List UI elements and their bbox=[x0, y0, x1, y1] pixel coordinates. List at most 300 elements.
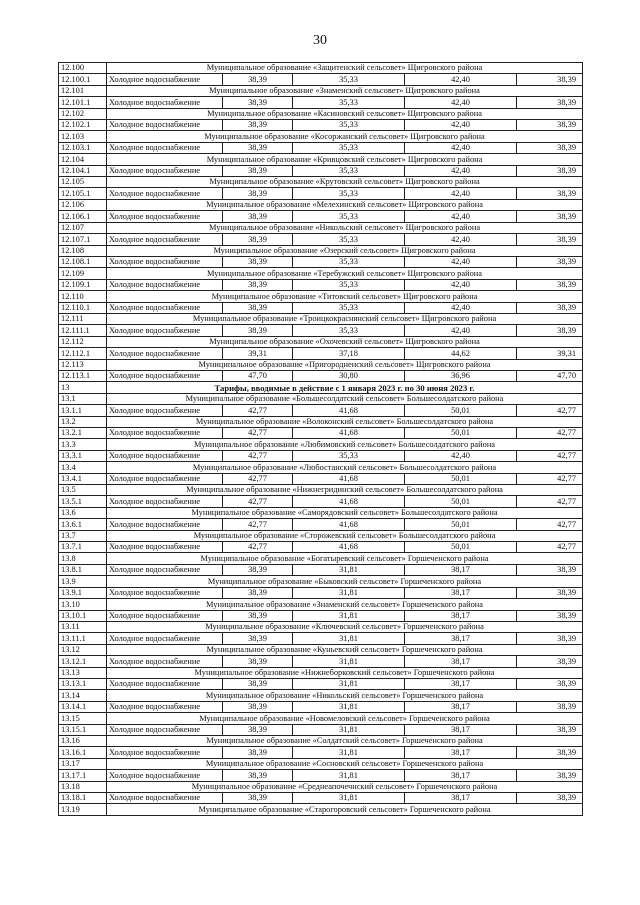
tariff-value-4: 38,39 bbox=[517, 770, 583, 781]
tariff-value-4: 38,39 bbox=[517, 701, 583, 712]
tariff-value-4: 38,39 bbox=[517, 256, 583, 267]
tariff-value-1: 42,77 bbox=[223, 450, 293, 461]
tariff-value-1: 38,39 bbox=[223, 256, 293, 267]
municipality-row bbox=[59, 758, 583, 769]
tariff-value-3: 44,62 bbox=[405, 348, 517, 359]
tariff-value-3: 42,40 bbox=[405, 74, 517, 85]
service-name: Холодное водоснабжение bbox=[107, 74, 223, 85]
tariff-row bbox=[59, 473, 583, 484]
row-code: 12.102.1 bbox=[59, 120, 107, 131]
row-code: 12.112 bbox=[59, 336, 107, 347]
municipality-row bbox=[59, 313, 583, 324]
municipality-row bbox=[59, 85, 583, 96]
municipality-title: Муниципальное образование «Кривцовский сельсовет» Щигровского района bbox=[107, 154, 583, 165]
municipality-title: Муниципальное образование «Солдатский сельсовет» Горшеченского района bbox=[107, 735, 583, 746]
row-code: 13.2.1 bbox=[59, 428, 107, 439]
tariff-value-2: 41,68 bbox=[293, 428, 405, 439]
municipality-title: Муниципальное образование «Никольский сельсовет» Щигровского района bbox=[107, 222, 583, 233]
tariff-value-4: 38,39 bbox=[517, 74, 583, 85]
municipality-row bbox=[59, 781, 583, 792]
row-code: 13.9.1 bbox=[59, 587, 107, 598]
tariff-row bbox=[59, 678, 583, 689]
tariff-value-4: 47,70 bbox=[517, 370, 583, 381]
tariff-value-4: 38,39 bbox=[517, 564, 583, 575]
municipality-row bbox=[59, 690, 583, 701]
tariff-value-2: 31,81 bbox=[293, 793, 405, 804]
service-name: Холодное водоснабжение bbox=[107, 450, 223, 461]
service-name: Холодное водоснабжение bbox=[107, 678, 223, 689]
tariff-value-2: 41,68 bbox=[293, 519, 405, 530]
tariff-value-1: 47,70 bbox=[223, 370, 293, 381]
tariff-value-1: 38,39 bbox=[223, 211, 293, 222]
tariff-row bbox=[59, 633, 583, 644]
tariff-value-1: 38,39 bbox=[223, 120, 293, 131]
tariff-row bbox=[59, 325, 583, 336]
municipality-title: Муниципальное образование «Куньевский сельсовет» Горшеченского района bbox=[107, 644, 583, 655]
municipality-row bbox=[59, 644, 583, 655]
row-code: 13.5 bbox=[59, 485, 107, 496]
tariff-row bbox=[59, 211, 583, 222]
row-code: 12.109 bbox=[59, 268, 107, 279]
tariff-value-2: 35,33 bbox=[293, 120, 405, 131]
service-name: Холодное водоснабжение bbox=[107, 142, 223, 153]
municipality-row bbox=[59, 667, 583, 678]
row-code: 13.6 bbox=[59, 507, 107, 518]
row-code: 13.15.1 bbox=[59, 724, 107, 735]
tariff-value-4: 38,39 bbox=[517, 234, 583, 245]
tariff-row bbox=[59, 724, 583, 735]
tariff-row bbox=[59, 370, 583, 381]
row-code: 13.14.1 bbox=[59, 701, 107, 712]
row-code: 13.4 bbox=[59, 462, 107, 473]
tariff-value-4: 38,39 bbox=[517, 325, 583, 336]
tariff-value-2: 31,81 bbox=[293, 724, 405, 735]
row-code: 12.100.1 bbox=[59, 74, 107, 85]
tariff-value-1: 38,39 bbox=[223, 724, 293, 735]
tariff-value-4: 38,39 bbox=[517, 747, 583, 758]
tariff-row bbox=[59, 302, 583, 313]
row-code: 13.11.1 bbox=[59, 633, 107, 644]
section-title: Тарифы, вводимые в действие с 1 января 2023 г. по 30 июня 2023 г. bbox=[107, 382, 583, 393]
municipality-row bbox=[59, 804, 583, 815]
tariff-value-3: 38,17 bbox=[405, 770, 517, 781]
municipality-title: Муниципальное образование «Знаменский сельсовет» Горшеченского района bbox=[107, 599, 583, 610]
municipality-row bbox=[59, 735, 583, 746]
tariff-value-4: 42,77 bbox=[517, 519, 583, 530]
service-name: Холодное водоснабжение bbox=[107, 120, 223, 131]
service-name: Холодное водоснабжение bbox=[107, 348, 223, 359]
row-code: 12.103.1 bbox=[59, 142, 107, 153]
row-code: 13.5.1 bbox=[59, 496, 107, 507]
service-name: Холодное водоснабжение bbox=[107, 428, 223, 439]
tariff-value-4: 38,39 bbox=[517, 678, 583, 689]
tariff-row bbox=[59, 142, 583, 153]
municipality-row bbox=[59, 621, 583, 632]
tariff-value-2: 35,33 bbox=[293, 279, 405, 290]
tariff-value-1: 38,39 bbox=[223, 325, 293, 336]
tariff-value-3: 42,40 bbox=[405, 325, 517, 336]
row-code: 12.105.1 bbox=[59, 188, 107, 199]
service-name: Холодное водоснабжение bbox=[107, 473, 223, 484]
municipality-title: Муниципальное образование «Охочевский сельсовет» Щигровского района bbox=[107, 336, 583, 347]
tariff-row bbox=[59, 793, 583, 804]
tariff-value-3: 42,40 bbox=[405, 256, 517, 267]
row-code: 12.101.1 bbox=[59, 97, 107, 108]
row-code: 12.108.1 bbox=[59, 256, 107, 267]
municipality-title: Муниципальное образование «Среднеапочечнский сельсовет» Горшеченского района bbox=[107, 781, 583, 792]
tariff-value-1: 38,39 bbox=[223, 610, 293, 621]
service-name: Холодное водоснабжение bbox=[107, 165, 223, 176]
section-header-row bbox=[59, 382, 583, 393]
row-code: 13.14 bbox=[59, 690, 107, 701]
tariff-value-3: 50,01 bbox=[405, 496, 517, 507]
row-code: 12.102 bbox=[59, 108, 107, 119]
row-code: 12.100 bbox=[59, 63, 107, 74]
tariff-value-1: 38,39 bbox=[223, 633, 293, 644]
tariff-row bbox=[59, 656, 583, 667]
municipality-title: Муниципальное образование «Саморядовский сельсовет» Большесолдатского района bbox=[107, 507, 583, 518]
row-code: 13.13.1 bbox=[59, 678, 107, 689]
service-name: Холодное водоснабжение bbox=[107, 279, 223, 290]
tariff-value-3: 38,17 bbox=[405, 724, 517, 735]
municipality-row bbox=[59, 553, 583, 564]
row-code: 12.106.1 bbox=[59, 211, 107, 222]
tariff-value-3: 42,40 bbox=[405, 142, 517, 153]
service-name: Холодное водоснабжение bbox=[107, 542, 223, 553]
municipality-row bbox=[59, 199, 583, 210]
tariff-value-3: 38,17 bbox=[405, 610, 517, 621]
service-name: Холодное водоснабжение bbox=[107, 770, 223, 781]
row-code: 13.10.1 bbox=[59, 610, 107, 621]
tariff-row bbox=[59, 188, 583, 199]
tariff-value-1: 38,39 bbox=[223, 770, 293, 781]
row-code: 12.110 bbox=[59, 291, 107, 302]
row-code: 13.17.1 bbox=[59, 770, 107, 781]
service-name: Холодное водоснабжение bbox=[107, 701, 223, 712]
tariff-value-1: 38,39 bbox=[223, 656, 293, 667]
service-name: Холодное водоснабжение bbox=[107, 587, 223, 598]
tariff-value-3: 36,96 bbox=[405, 370, 517, 381]
tariff-value-2: 30,80 bbox=[293, 370, 405, 381]
row-code: 12.111.1 bbox=[59, 325, 107, 336]
row-code: 12.104 bbox=[59, 154, 107, 165]
municipality-row bbox=[59, 530, 583, 541]
row-code: 12.107 bbox=[59, 222, 107, 233]
service-name: Холодное водоснабжение bbox=[107, 405, 223, 416]
tariff-value-3: 38,17 bbox=[405, 564, 517, 575]
tariff-value-2: 35,33 bbox=[293, 74, 405, 85]
tariff-value-3: 38,17 bbox=[405, 633, 517, 644]
service-name: Холодное водоснабжение bbox=[107, 610, 223, 621]
tariff-value-2: 37,18 bbox=[293, 348, 405, 359]
tariff-value-1: 42,77 bbox=[223, 519, 293, 530]
row-code: 13.3 bbox=[59, 439, 107, 450]
municipality-title: Муниципальное образование «Теребужский сельсовет» Щигровского района bbox=[107, 268, 583, 279]
tariff-value-2: 35,33 bbox=[293, 256, 405, 267]
tariff-value-2: 35,33 bbox=[293, 450, 405, 461]
tariff-value-4: 38,39 bbox=[517, 610, 583, 621]
tariff-value-3: 38,17 bbox=[405, 587, 517, 598]
tariff-value-3: 50,01 bbox=[405, 542, 517, 553]
municipality-title: Муниципальное образование «Нижнеборковский сельсовет» Горшеченского района bbox=[107, 667, 583, 678]
municipality-title: Муниципальное образование «Быковский сельсовет» Горшеченского района bbox=[107, 576, 583, 587]
municipality-title: Муниципальное образование «Ключевский сельсовет» Горшеченского района bbox=[107, 621, 583, 632]
tariff-value-2: 35,33 bbox=[293, 325, 405, 336]
tariff-value-1: 38,39 bbox=[223, 279, 293, 290]
tariff-value-2: 35,33 bbox=[293, 234, 405, 245]
row-code: 13.11 bbox=[59, 621, 107, 632]
tariff-value-2: 31,81 bbox=[293, 701, 405, 712]
tariff-value-2: 35,33 bbox=[293, 211, 405, 222]
tariff-value-4: 42,77 bbox=[517, 428, 583, 439]
service-name: Холодное водоснабжение bbox=[107, 188, 223, 199]
tariff-value-3: 42,40 bbox=[405, 234, 517, 245]
tariff-value-3: 38,17 bbox=[405, 701, 517, 712]
tariff-value-4: 42,77 bbox=[517, 473, 583, 484]
tariff-value-3: 38,17 bbox=[405, 656, 517, 667]
tariff-value-2: 31,81 bbox=[293, 678, 405, 689]
row-code: 13.7.1 bbox=[59, 542, 107, 553]
service-name: Холодное водоснабжение bbox=[107, 302, 223, 313]
tariff-value-4: 42,77 bbox=[517, 450, 583, 461]
municipality-row bbox=[59, 336, 583, 347]
tariff-value-1: 38,39 bbox=[223, 97, 293, 108]
row-code: 12.104.1 bbox=[59, 165, 107, 176]
row-code: 13.9 bbox=[59, 576, 107, 587]
tariff-row bbox=[59, 120, 583, 131]
tariff-row bbox=[59, 450, 583, 461]
tariff-row bbox=[59, 610, 583, 621]
tariff-value-4: 38,39 bbox=[517, 97, 583, 108]
row-code: 12.106 bbox=[59, 199, 107, 210]
municipality-title: Муниципальное образование «Озерский сельсовет» Щигровского района bbox=[107, 245, 583, 256]
tariff-value-1: 42,77 bbox=[223, 405, 293, 416]
row-code: 13.8 bbox=[59, 553, 107, 564]
tariff-value-1: 38,39 bbox=[223, 678, 293, 689]
tariff-value-2: 31,81 bbox=[293, 656, 405, 667]
tariff-value-2: 31,81 bbox=[293, 747, 405, 758]
tariff-value-3: 38,17 bbox=[405, 678, 517, 689]
row-code: 13.6.1 bbox=[59, 519, 107, 530]
service-name: Холодное водоснабжение bbox=[107, 793, 223, 804]
tariff-value-1: 42,77 bbox=[223, 542, 293, 553]
row-code: 12.101 bbox=[59, 85, 107, 96]
tariff-value-4: 38,39 bbox=[517, 587, 583, 598]
tariff-row bbox=[59, 234, 583, 245]
row-code: 13.8.1 bbox=[59, 564, 107, 575]
tariff-value-1: 38,39 bbox=[223, 564, 293, 575]
row-code: 13.15 bbox=[59, 713, 107, 724]
row-code: 12.108 bbox=[59, 245, 107, 256]
tariff-value-3: 42,40 bbox=[405, 211, 517, 222]
row-code: 13.3.1 bbox=[59, 450, 107, 461]
municipality-row bbox=[59, 154, 583, 165]
tariff-row bbox=[59, 279, 583, 290]
service-name: Холодное водоснабжение bbox=[107, 519, 223, 530]
service-name: Холодное водоснабжение bbox=[107, 496, 223, 507]
service-name: Холодное водоснабжение bbox=[107, 564, 223, 575]
municipality-title: Муниципальное образование «Сосновский сельсовет» Горшеченского района bbox=[107, 758, 583, 769]
tariff-value-2: 31,81 bbox=[293, 633, 405, 644]
municipality-row bbox=[59, 485, 583, 496]
tariff-value-1: 39,31 bbox=[223, 348, 293, 359]
municipality-row bbox=[59, 416, 583, 427]
tariff-row bbox=[59, 256, 583, 267]
tariff-value-2: 41,68 bbox=[293, 473, 405, 484]
tariff-value-4: 38,39 bbox=[517, 279, 583, 290]
tariff-row bbox=[59, 428, 583, 439]
row-code: 13.18.1 bbox=[59, 793, 107, 804]
service-name: Холодное водоснабжение bbox=[107, 97, 223, 108]
tariff-value-1: 38,39 bbox=[223, 74, 293, 85]
tariff-value-4: 38,39 bbox=[517, 656, 583, 667]
municipality-title: Муниципальное образование «Любимовский сельсовет» Большесолдатского района bbox=[107, 439, 583, 450]
tariff-value-2: 35,33 bbox=[293, 142, 405, 153]
tariff-value-1: 42,77 bbox=[223, 473, 293, 484]
tariff-row bbox=[59, 405, 583, 416]
page-number: 30 bbox=[313, 33, 327, 48]
tariff-row bbox=[59, 97, 583, 108]
row-code: 12.111 bbox=[59, 313, 107, 324]
tariff-value-4: 38,39 bbox=[517, 211, 583, 222]
row-code: 12.103 bbox=[59, 131, 107, 142]
tariff-value-4: 38,39 bbox=[517, 188, 583, 199]
tariff-value-1: 42,77 bbox=[223, 496, 293, 507]
row-code: 12.113 bbox=[59, 359, 107, 370]
municipality-title: Муниципальное образование «Знаменский сельсовет» Щигровского района bbox=[107, 85, 583, 96]
tariff-value-3: 50,01 bbox=[405, 405, 517, 416]
service-name: Холодное водоснабжение bbox=[107, 256, 223, 267]
municipality-title: Муниципальное образование «Богатыревский сельсовет» Горшеченского района bbox=[107, 553, 583, 564]
row-code: 13.2 bbox=[59, 416, 107, 427]
tariff-value-2: 31,81 bbox=[293, 587, 405, 598]
tariff-value-2: 35,33 bbox=[293, 302, 405, 313]
service-name: Холодное водоснабжение bbox=[107, 633, 223, 644]
tariff-value-3: 42,40 bbox=[405, 450, 517, 461]
municipality-title: Муниципальное образование «Волоконский сельсовет» Большесолдатского района bbox=[107, 416, 583, 427]
tariff-table bbox=[58, 62, 583, 816]
service-name: Холодное водоснабжение bbox=[107, 370, 223, 381]
municipality-title: Муниципальное образование «Крутовский сельсовет» Щигровского района bbox=[107, 177, 583, 188]
row-code: 13.7 bbox=[59, 530, 107, 541]
tariff-value-4: 38,39 bbox=[517, 793, 583, 804]
row-code: 12.113.1 bbox=[59, 370, 107, 381]
municipality-title: Муниципальное образование «Большесолдатский сельсовет» Большесолдатского района bbox=[107, 393, 583, 404]
row-code: 13.1.1 bbox=[59, 405, 107, 416]
service-name: Холодное водоснабжение bbox=[107, 656, 223, 667]
tariff-value-2: 35,33 bbox=[293, 97, 405, 108]
tariff-value-4: 38,39 bbox=[517, 142, 583, 153]
tariff-value-1: 38,39 bbox=[223, 234, 293, 245]
row-code: 13.12 bbox=[59, 644, 107, 655]
tariff-row bbox=[59, 519, 583, 530]
tariff-value-3: 42,40 bbox=[405, 97, 517, 108]
row-code: 13.12.1 bbox=[59, 656, 107, 667]
municipality-title: Муниципальное образование «Косоржанский сельсовет» Щигровского района bbox=[107, 131, 583, 142]
row-code: 13.19 bbox=[59, 804, 107, 815]
municipality-row bbox=[59, 359, 583, 370]
tariff-value-2: 41,68 bbox=[293, 405, 405, 416]
row-code: 13.17 bbox=[59, 758, 107, 769]
municipality-row bbox=[59, 507, 583, 518]
tariff-value-3: 42,40 bbox=[405, 188, 517, 199]
tariff-row bbox=[59, 747, 583, 758]
municipality-row bbox=[59, 131, 583, 142]
row-code: 13.4.1 bbox=[59, 473, 107, 484]
municipality-title: Муниципальное образование «Никольский сельсовет» Горшеченского района bbox=[107, 690, 583, 701]
municipality-title: Муниципальное образование «Касиновский сельсовет» Щигровского района bbox=[107, 108, 583, 119]
row-code: 12.112.1 bbox=[59, 348, 107, 359]
municipality-row bbox=[59, 63, 583, 74]
row-code: 12.107.1 bbox=[59, 234, 107, 245]
service-name: Холодное водоснабжение bbox=[107, 234, 223, 245]
tariff-row bbox=[59, 165, 583, 176]
tariff-value-1: 38,39 bbox=[223, 701, 293, 712]
row-code: 12.110.1 bbox=[59, 302, 107, 313]
tariff-row bbox=[59, 587, 583, 598]
tariff-value-3: 50,01 bbox=[405, 473, 517, 484]
service-name: Холодное водоснабжение bbox=[107, 747, 223, 758]
tariff-value-4: 38,39 bbox=[517, 120, 583, 131]
tariff-value-1: 38,39 bbox=[223, 188, 293, 199]
tariff-value-4: 42,77 bbox=[517, 405, 583, 416]
tariff-value-2: 41,68 bbox=[293, 496, 405, 507]
tariff-value-4: 38,39 bbox=[517, 165, 583, 176]
municipality-title: Муниципальное образование «Сторожевский сельсовет» Большесолдатского района bbox=[107, 530, 583, 541]
tariff-value-1: 38,39 bbox=[223, 165, 293, 176]
municipality-row bbox=[59, 245, 583, 256]
tariff-value-2: 35,33 bbox=[293, 165, 405, 176]
municipality-row bbox=[59, 439, 583, 450]
tariff-row bbox=[59, 701, 583, 712]
tariff-value-3: 50,01 bbox=[405, 428, 517, 439]
tariff-row bbox=[59, 496, 583, 507]
municipality-row bbox=[59, 222, 583, 233]
tariff-value-4: 38,39 bbox=[517, 633, 583, 644]
row-code: 13.13 bbox=[59, 667, 107, 678]
tariff-value-3: 42,40 bbox=[405, 165, 517, 176]
tariff-value-4: 42,77 bbox=[517, 542, 583, 553]
tariff-row bbox=[59, 348, 583, 359]
tariff-value-1: 38,39 bbox=[223, 587, 293, 598]
municipality-row bbox=[59, 268, 583, 279]
tariff-row bbox=[59, 564, 583, 575]
tariff-row bbox=[59, 74, 583, 85]
row-code: 12.105 bbox=[59, 177, 107, 188]
tariff-value-1: 38,39 bbox=[223, 793, 293, 804]
municipality-title: Муниципальное образование «Старогоровский сельсовет» Горшеченского района bbox=[107, 804, 583, 815]
municipality-row bbox=[59, 713, 583, 724]
municipality-row bbox=[59, 462, 583, 473]
tariff-value-3: 38,17 bbox=[405, 793, 517, 804]
municipality-row bbox=[59, 576, 583, 587]
tariff-value-3: 42,40 bbox=[405, 120, 517, 131]
row-code: 13.18 bbox=[59, 781, 107, 792]
tariff-value-4: 38,39 bbox=[517, 724, 583, 735]
tariff-row bbox=[59, 770, 583, 781]
tariff-value-4: 39,31 bbox=[517, 348, 583, 359]
tariff-value-3: 50,01 bbox=[405, 519, 517, 530]
tariff-row bbox=[59, 542, 583, 553]
row-code: 13.10 bbox=[59, 599, 107, 610]
tariff-value-2: 31,81 bbox=[293, 770, 405, 781]
municipality-title: Муниципальное образование «Нижнегридинский сельсовет» Большесолдатского района bbox=[107, 485, 583, 496]
municipality-title: Муниципальное образование «Любостанский сельсовет» Большесолдатского района bbox=[107, 462, 583, 473]
municipality-row bbox=[59, 599, 583, 610]
municipality-title: Муниципальное образование «Троицкокраснянский сельсовет» Щигровского района bbox=[107, 313, 583, 324]
tariff-value-2: 31,81 bbox=[293, 564, 405, 575]
tariff-value-1: 38,39 bbox=[223, 302, 293, 313]
